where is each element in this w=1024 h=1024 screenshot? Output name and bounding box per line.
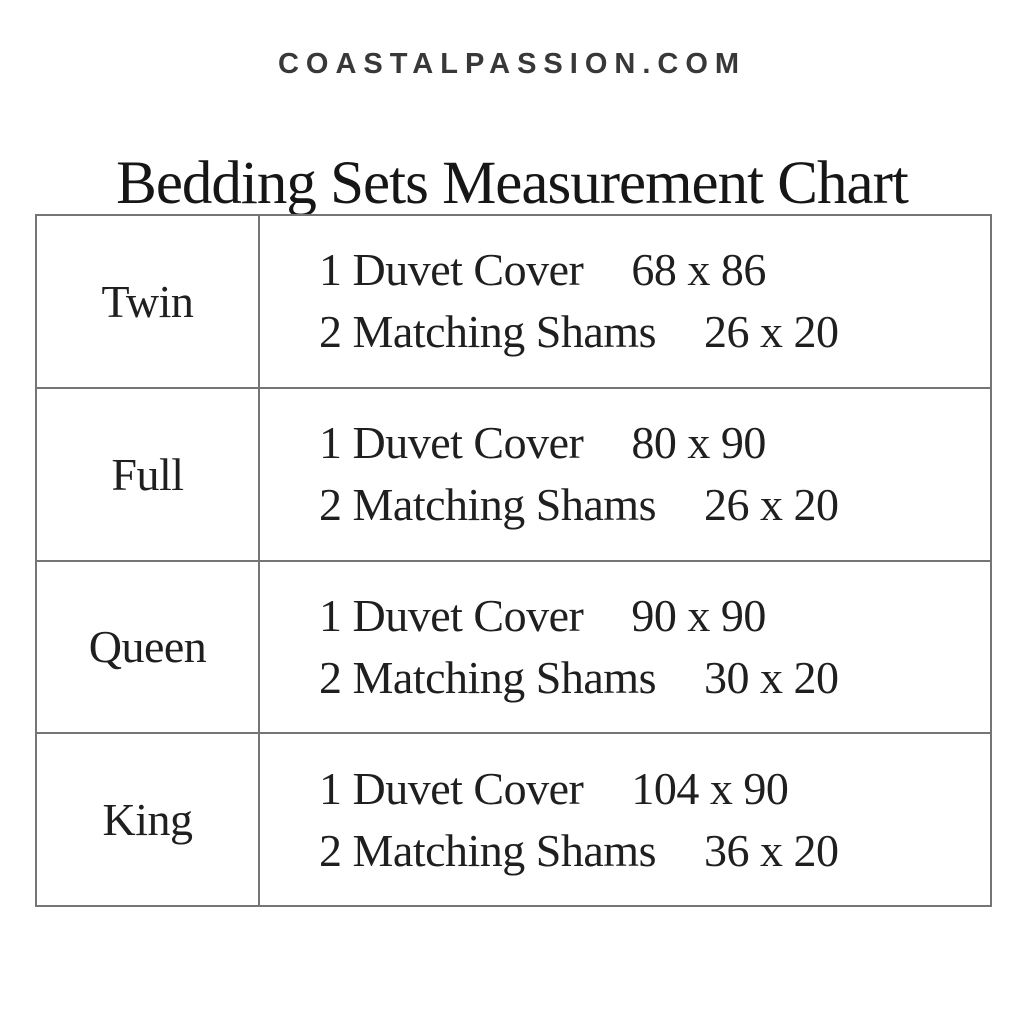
item-label: 1 Duvet Cover — [319, 762, 584, 814]
item-line — [319, 820, 989, 882]
item-dimensions: 36 x 20 — [703, 824, 839, 876]
item-dimensions: 26 x 20 — [703, 306, 839, 358]
item-label: 2 Matching Shams — [319, 479, 656, 531]
item-label: 2 Matching Shams — [319, 306, 656, 358]
table-row-full — [36, 388, 991, 561]
bed-size-label: Full — [36, 388, 259, 561]
bed-size-label: Queen — [36, 561, 259, 734]
item-dimensions: 30 x 20 — [703, 651, 839, 703]
site-name: COASTALPASSION.COM — [277, 48, 747, 80]
item-line — [319, 301, 989, 363]
item-label: 2 Matching Shams — [319, 824, 656, 876]
item-label: 1 Duvet Cover — [319, 417, 584, 469]
item-label: 2 Matching Shams — [319, 651, 656, 703]
table-row-queen — [36, 561, 991, 734]
item-dimensions: 80 x 90 — [631, 417, 766, 469]
table-row-twin — [36, 215, 991, 388]
item-line — [319, 412, 989, 474]
measurement-table — [35, 214, 992, 907]
items-cell — [259, 388, 991, 561]
item-line — [319, 758, 989, 820]
item-dimensions: 68 x 86 — [631, 244, 766, 296]
item-label: 1 Duvet Cover — [319, 589, 584, 641]
item-dimensions: 90 x 90 — [631, 589, 766, 641]
item-line — [319, 647, 989, 709]
bed-size-label: Twin — [36, 215, 259, 388]
items-cell — [259, 215, 991, 388]
bed-size-label: King — [36, 733, 259, 906]
items-cell — [259, 561, 991, 734]
item-line — [319, 585, 989, 647]
item-line — [319, 239, 989, 301]
item-dimensions: 104 x 90 — [631, 762, 789, 814]
item-dimensions: 26 x 20 — [703, 479, 839, 531]
item-label: 1 Duvet Cover — [319, 244, 584, 296]
items-cell — [259, 733, 991, 906]
item-line — [319, 474, 989, 536]
page-title: Bedding Sets Measurement Chart — [116, 149, 908, 217]
table-row-king — [36, 733, 991, 906]
